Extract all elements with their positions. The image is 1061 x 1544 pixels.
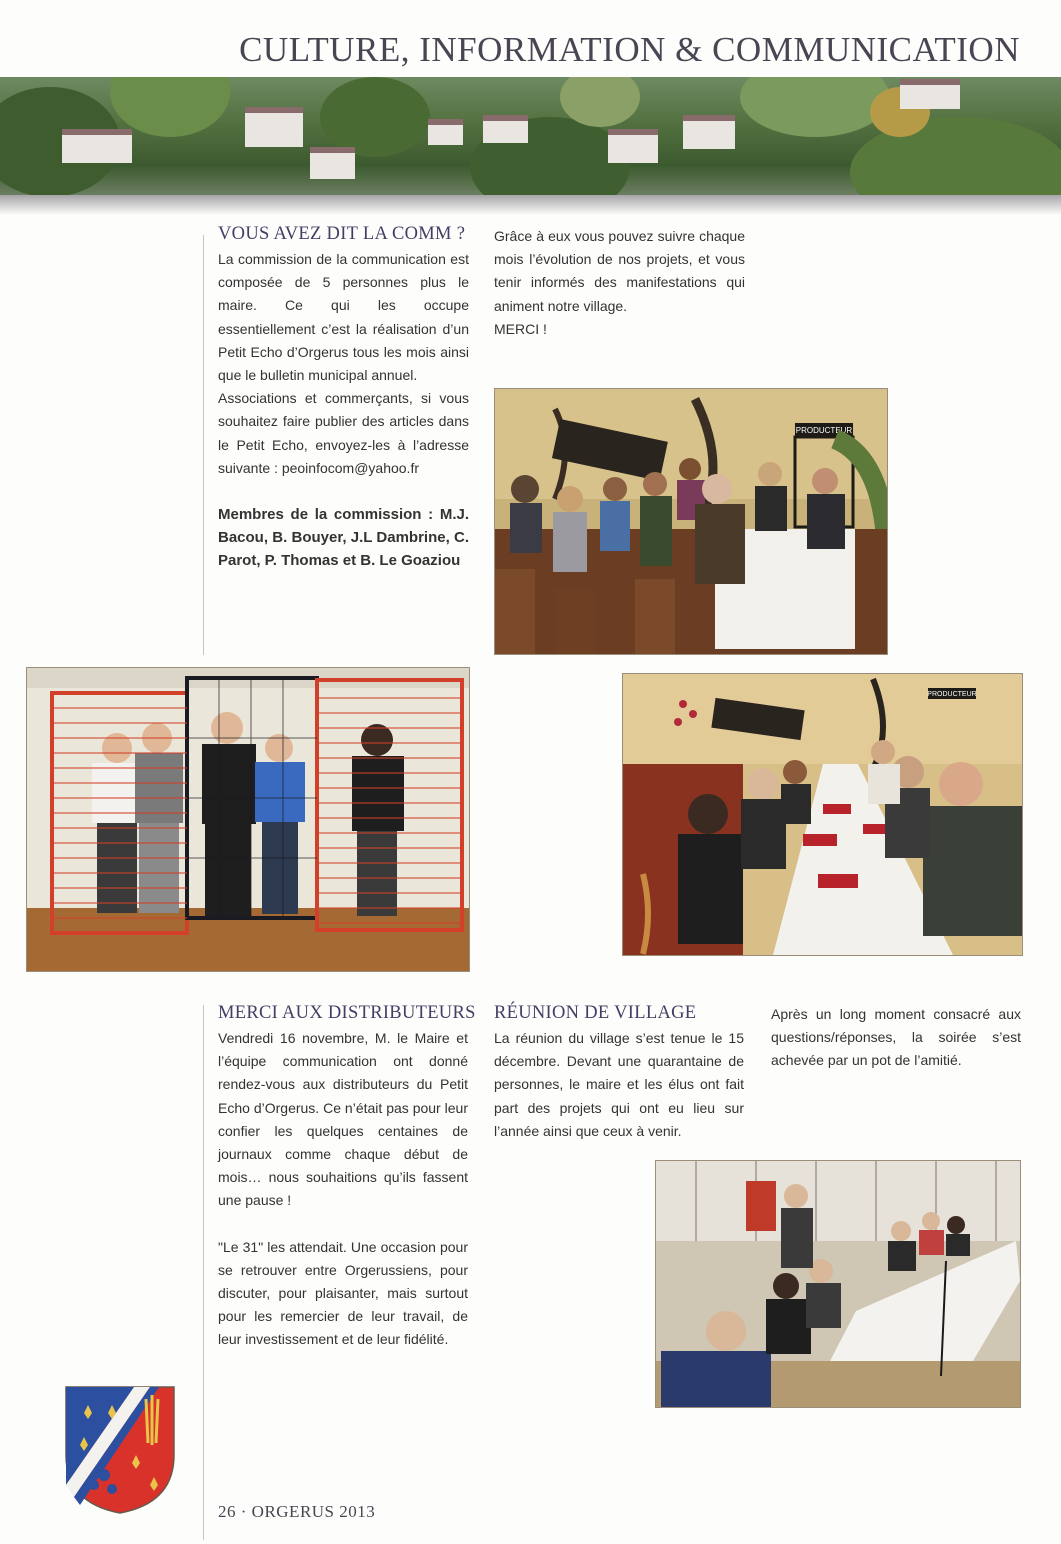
orgerus-coat-of-arms-icon — [64, 1385, 176, 1515]
meeting-text-1 — [494, 1027, 744, 1143]
meeting-heading: RÉUNION DE VILLAGE — [494, 1003, 697, 1023]
distributors-heading: MERCI AUX DISTRIBUTEURS — [218, 1003, 476, 1023]
thanks-merci: MERCI ! — [494, 320, 547, 337]
village-meeting-photo — [655, 1160, 1021, 1408]
column-divider — [203, 235, 204, 655]
distributors-paragraph-2: "Le 31" les attendait. Une occasion pour se retrouver entre Orgerussiens, pour discuter, pour plaisanter, mais surtout pour les remercier de leur travail, de leur investissement et de leur fidélité. — [218, 1238, 468, 1348]
aerial-village-banner — [0, 77, 1061, 195]
thanks-text — [494, 225, 745, 341]
comm-text — [218, 248, 469, 573]
restaurant-group-photo — [494, 388, 888, 655]
page-footer: 26 · ORGERUS 2013 — [218, 1502, 376, 1521]
comm-paragraph-1: La commission de la communication est composée de 5 personnes plus le maire. Ce qui les occupe essentiellement c’est la réalisation d’un Petit Echo d’Orgerus tous les mois ainsi que le bulletin municipal annuel. — [218, 251, 469, 384]
distributors-paragraph-1: Vendredi 16 novembre, M. le Maire et l’équipe communication ont donné rendez-vous aux distributeurs du Petit Echo d’Orgerus. Ce n’était pas pour leur confier les quelques centaines de journaux comme chaque début de mois… nous souhaitions qu’ils fassent une pause ! — [218, 1030, 468, 1209]
comm-members: Membres de la commission : M.J. Bacou, B. Bouyer, J.L Dambrine, C. Parot, P. Thomas et B. Le Goaziou — [218, 506, 469, 570]
distributors-text — [218, 1027, 468, 1352]
meeting-paragraph-1: La réunion du village s’est tenue le 15 décembre. Devant une quarantaine de personnes, le maire et les élus ont fait part des projets qui ont eu lieu sur l’année ainsi que ceux à venir. — [494, 1030, 744, 1139]
banner-shadow — [0, 195, 1061, 215]
column-divider — [203, 1005, 204, 1540]
comm-paragraph-2: Associations et commerçants, si vous souhaitez faire publier des articles dans le Petit Echo, envoyez-les à l’adresse suivante : peoinfocom@yahoo.fr — [218, 390, 469, 476]
restaurant-sign-text: PRODUCTEUR — [795, 426, 853, 435]
table-sign-text: PRODUCTEUR — [927, 691, 977, 698]
distributors-photo — [26, 667, 470, 972]
page-section-title: CULTURE, INFORMATION & COMMUNICATION — [239, 30, 1020, 69]
dining-table-photo — [622, 673, 1023, 956]
comm-heading: VOUS AVEZ DIT LA COMM ? — [218, 224, 466, 244]
meeting-text-2 — [771, 1003, 1021, 1073]
meeting-paragraph-2: Après un long moment consacré aux questions/réponses, la soirée s’est achevée par un pot de l’amitié. — [771, 1006, 1021, 1069]
thanks-paragraph: Grâce à eux vous pouvez suivre chaque mois l’évolution de nos projets, et vous tenir informés des manifestations qui animent notre village. — [494, 228, 745, 314]
